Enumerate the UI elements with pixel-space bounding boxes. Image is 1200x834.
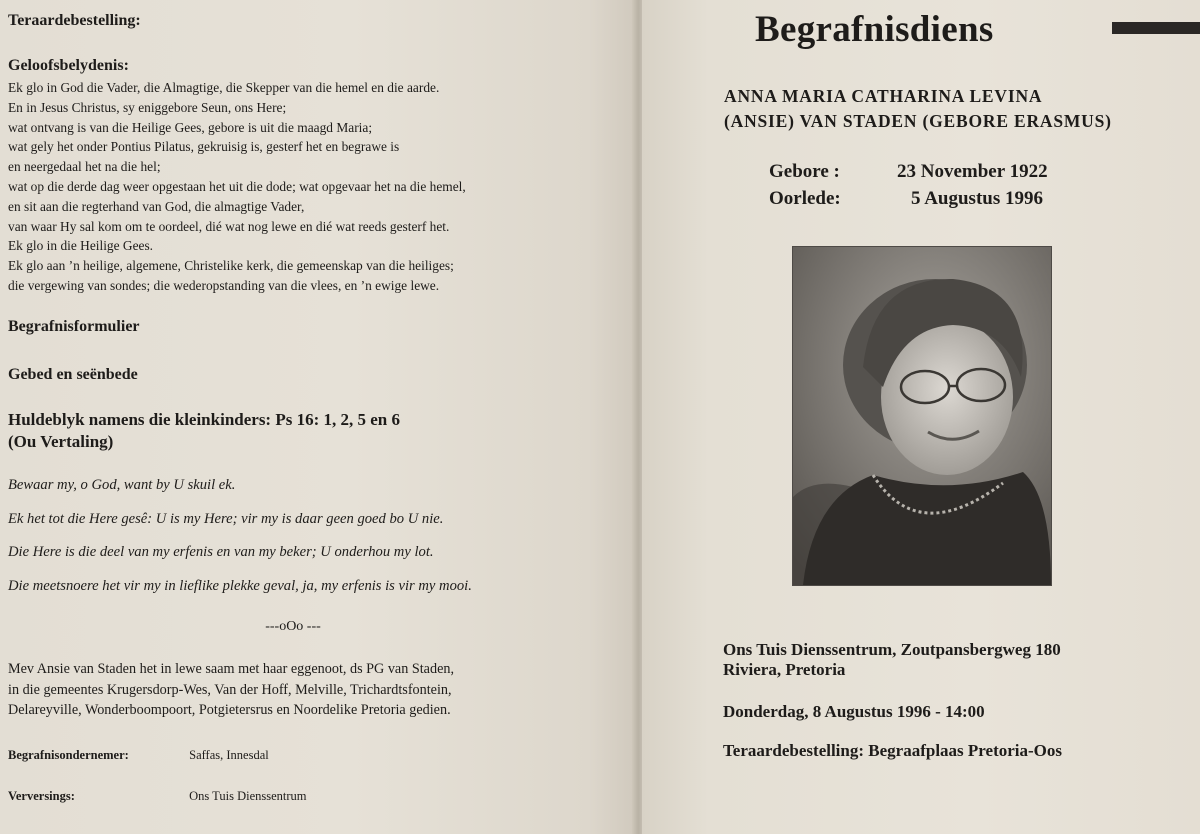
undertaker-row <box>8 748 269 763</box>
heading-begrafnisformulier: Begrafnisformulier <box>8 318 140 335</box>
creed-line: en sit aan die regterhand van God, die almagtige Vader, <box>8 198 305 214</box>
venue-line-1: Ons Tuis Dienssentrum, Zoutpansbergweg 180 <box>723 640 1061 659</box>
biography-text <box>8 659 454 721</box>
died-row <box>769 188 1043 210</box>
portrait-image <box>793 247 1051 585</box>
creed-line: van waar Hy sal kom om te oordeel, dié wat nog lewe en dié wat reeds gesterf het. <box>8 218 450 234</box>
refreshments-row <box>8 789 307 804</box>
creed-line: die vergewing van sondes; die wederopstanding van die vlees, en ’n ewige lewe. <box>8 277 440 293</box>
biography-line: Mev Ansie van Staden het in lewe saam met haar eggenoot, ds PG van Staden, <box>8 661 455 677</box>
born-label: Gebore : <box>769 161 840 182</box>
undertaker-label: Begrafnisondernemer: <box>8 748 129 762</box>
psalm-verse: Die Here is die deel van my erfenis en van my beker; U onderhou my lot. <box>8 544 434 560</box>
divider-ooo: ---oOo --- <box>265 619 321 634</box>
psalm-verse: Ek het tot die Here gesê: U is my Here; vir my is daar geen goed bo U nie. <box>8 511 444 527</box>
creed-line: wat op die derde dag weer opgestaan het uit die dode; wat opgevaar het na die hemel, <box>8 178 466 194</box>
born-date: 23 November 1922 <box>897 161 1048 182</box>
heading-teraardebestelling: Teraardebestelling: <box>8 12 141 29</box>
creed-line: wat gely het onder Pontius Pilatus, gekruisig is, gesterf het en begrawe is <box>8 139 400 155</box>
burial-location: Teraardebestelling: Begraafplaas Pretoria-Oos <box>723 741 1063 760</box>
biography-line: in die gemeentes Krugersdorp-Wes, Van der Hoff, Melville, Trichardtsfontein, <box>8 681 452 698</box>
right-page <box>642 0 1200 834</box>
portrait-photo <box>792 246 1052 586</box>
biography-line: Delareyville, Wonderboompoort, Potgietersrus en Noordelike Pretoria gedien. <box>8 702 451 719</box>
venue-line-2: Riviera, Pretoria <box>723 660 846 679</box>
deceased-name-line-2: (ANSIE) VAN STADEN (GEBORE ERASMUS) <box>724 111 1112 131</box>
died-date: 5 Augustus 1996 <box>911 188 1043 209</box>
creed-line: Ek glo aan ’n heilige, algemene, Christelike kerk, die gemeenskap van die heiliges; <box>8 258 454 274</box>
born-row <box>769 161 1048 183</box>
creed-line: Ek glo in die Heilige Gees. <box>8 238 154 254</box>
refreshments-value: Ons Tuis Dienssentrum <box>189 789 307 803</box>
died-label: Oorlede: <box>769 188 841 209</box>
psalm-verse: Die meetsnoere het vir my in lieflike plekke geval, ja, my erfenis is vir my mooi. <box>8 578 472 594</box>
deceased-name-line-1: ANNA MARIA CATHARINA LEVINA <box>724 86 1043 106</box>
heading-geloofsbelydenis: Geloofsbelydenis: <box>8 57 129 74</box>
creed-line: En in Jesus Christus, sy eniggebore Seun, ons Here; <box>8 99 287 115</box>
creed-line: Ek glo in God die Vader, die Almagtige, die Skepper van die hemel en die aarde. <box>8 80 440 95</box>
refreshments-label: Verversings: <box>8 789 75 803</box>
service-datetime: Donderdag, 8 Augustus 1996 - 14:00 <box>723 702 985 721</box>
heading-ou-vertaling: (Ou Vertaling) <box>8 432 114 451</box>
creed-text <box>8 78 466 296</box>
heading-gebed: Gebed en seënbede <box>8 366 138 383</box>
psalm-verse: Bewaar my, o God, want by U skuil ek. <box>8 477 236 493</box>
heading-huldeblyk: Huldeblyk namens die kleinkinders: Ps 16: 1, 2, 5 en 6 <box>8 410 401 429</box>
undertaker-value: Saffas, Innesdal <box>189 748 269 762</box>
decorative-bar <box>1112 22 1200 34</box>
creed-line: wat ontvang is van die Heilige Gees, gebore is uit die maagd Maria; <box>8 119 373 135</box>
page-title: Begrafnisdiens <box>755 9 994 50</box>
creed-line: en neergedaal het na die hel; <box>8 159 161 175</box>
